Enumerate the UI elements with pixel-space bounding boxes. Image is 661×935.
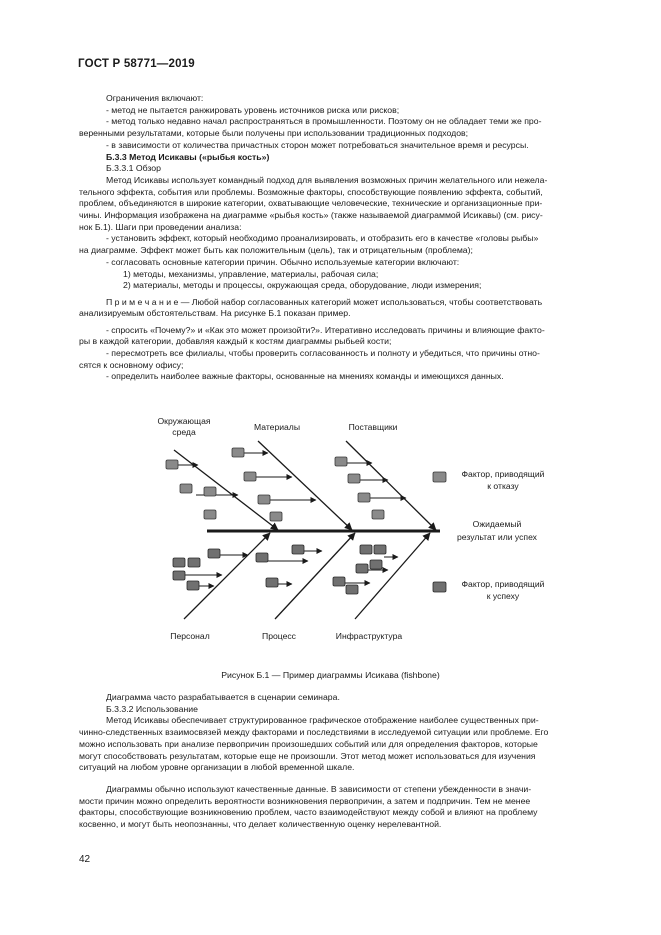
category-label-process: Процесс	[262, 631, 296, 641]
factor-box	[256, 553, 268, 562]
category-label-environment: Окружающая	[157, 416, 211, 426]
factor-box	[372, 510, 384, 519]
text-line: Диаграмма часто разрабатывается в сценарии семинара.	[106, 692, 340, 702]
factor-box	[232, 448, 244, 457]
text-line: ситуаций на любом уровне организации в любой временной шкале.	[79, 762, 355, 773]
rib-suppliers	[346, 441, 436, 530]
factor-box	[266, 578, 278, 587]
factor-box	[358, 493, 370, 502]
text-line: факторы, способствующие возникновению проблем, часто взаимодействуют между собой и влияют на проблему	[79, 807, 538, 818]
factor-box	[370, 560, 382, 569]
factor-box	[204, 510, 216, 519]
text-line: - определить наиболее важные факторы, основанные на мнениях команды и имеющихся данных.	[106, 371, 504, 382]
subsection-heading: Б.3.3.1 Обзор	[106, 163, 161, 174]
text-line: - спросить «Почему?» и «Как это может произойти?». Итеративно исследовать причины и влияющие факто-	[106, 324, 545, 335]
factor-box	[173, 571, 185, 580]
factor-box	[292, 545, 304, 554]
text-line: могут способствовать результатам, которые еще не произошли. Этот метод может использоваться для изучения	[79, 750, 536, 761]
factor-box	[204, 487, 216, 496]
category-label-materials: Материалы	[253, 422, 301, 432]
effect-label: Ожидаемый	[472, 519, 522, 529]
text-line: чинно-следственных взаимосвязей между факторами и последствиями в исследуемой ситуации или проблеме. Его	[79, 727, 549, 738]
legend-success-label: Фактор, приводящий	[461, 579, 545, 589]
text-line: Метод Исикавы обеспечивает структурированное графическое отображение наиболее существенных при-	[106, 715, 539, 726]
legend-failure-label: Фактор, приводящий	[461, 469, 545, 479]
category-label-suppliers: Поставщики	[348, 422, 398, 432]
success-factor-boxes	[173, 545, 446, 594]
text-line: - метод не пытается ранжировать уровень источников риска или рисков;	[106, 104, 400, 115]
page-number: 42	[79, 854, 91, 865]
text-line: нок Б.1). Шаги при проведении анализа:	[79, 221, 242, 232]
factor-box	[270, 512, 282, 521]
text-line: проблем, объединяются в широкие категории, охватывающие человеческие, технические и организационные при-	[79, 198, 543, 209]
text-line: Метод Исикавы использует командный подход для выявления возможных причин желательного или нежела-	[106, 174, 548, 185]
list-item: 1) методы, механизмы, управление, материалы, рабочая сила;	[123, 268, 379, 279]
text-line: тельного эффекта, события или проблемы. Возможные факторы, способствующие появлению эффекта, событий,	[79, 186, 543, 197]
subsection-heading: Б.3.3.2 Использование	[106, 703, 198, 714]
factor-box	[348, 474, 360, 483]
text-line: - пересмотреть все филиалы, чтобы проверить согласованность и полноту и убедиться, что причины отно-	[106, 347, 540, 358]
factor-box	[208, 549, 220, 558]
document-header: ГОСТ Р 58771—2019	[78, 58, 195, 70]
text-line: - установить эффект, который необходимо проанализировать, и отобразить его в качестве «головы рыбы»	[106, 233, 539, 244]
factor-box	[360, 545, 372, 554]
text-line: на диаграмме. Эффект может быть как положительным (цель), так и отрицательным (проблема);	[79, 245, 473, 256]
rib-process	[275, 533, 355, 619]
legend-success-label-2: к успеху	[486, 591, 520, 601]
factor-box	[166, 460, 178, 469]
text-line: веренными результатами, которые были получены при использовании традиционных подходов;	[79, 128, 469, 139]
note-line: анализируемым обстоятельствам. На рисунке Б.1 показан пример.	[79, 308, 351, 319]
rib-personnel	[184, 533, 270, 619]
figure-caption: Рисунок Б.1 — Пример диаграммы Исикава (fishbone)	[221, 670, 440, 680]
factor-box	[335, 457, 347, 466]
factor-box	[356, 564, 368, 573]
factor-box	[180, 484, 192, 493]
factor-box	[346, 585, 358, 594]
legend-failure-box	[433, 472, 446, 482]
text-line: Диаграммы обычно используют качественные данные. В зависимости от степени убежденности в значи-	[106, 784, 532, 794]
factor-box	[374, 545, 386, 554]
legend-failure-label-2: к отказу	[487, 481, 519, 491]
text-line: - метод только недавно начал распространяться в промышленности. Поэтому он не обладает теми же про-	[106, 116, 542, 127]
section-heading: Б.3.3 Метод Исикавы («рыбья кость»)	[106, 151, 270, 162]
failure-factor-boxes	[166, 448, 446, 521]
text-line: можно использовать при анализе первопричин произошедших событий или для определения факторов, которые	[79, 738, 538, 749]
factor-box	[187, 581, 199, 590]
text-line: чины. Информация изображена на диаграмме «рыбья кость» (также называемой диаграммой Исикавы) (см. рису-	[79, 210, 543, 220]
text-line: Ограничения включают:	[106, 93, 204, 103]
text-line: ры в каждой категории, добавляя каждый к костям диаграммы рыбьей кости;	[79, 336, 392, 347]
text-line: сятся к основному офису;	[79, 359, 184, 370]
factor-box	[244, 472, 256, 481]
factor-box	[333, 577, 345, 586]
text-line: косвенно, и могут быть неопознанны, что делает количественную оценку нерелевантной.	[79, 819, 442, 830]
effect-label-2: результат или успех	[457, 532, 537, 542]
list-item: 2) материалы, методы и процессы, окружающая среда, оборудование, люди измерения;	[123, 280, 482, 291]
text-line: - согласовать основные категории причин. Обычно используемые категории включают:	[106, 256, 460, 267]
factor-box	[188, 558, 200, 567]
category-label-infrastructure: Инфраструктура	[335, 631, 403, 641]
text-line: мости причин можно определить вероятности возникновения первопричин, а затем и подпричин. Тем не менее	[79, 795, 531, 806]
text-line: - в зависимости от количества причастных сторон может потребоваться значительное время и ресурсы.	[106, 139, 529, 150]
category-label-environment-2: среда	[172, 427, 196, 437]
category-label-personnel: Персонал	[170, 631, 210, 641]
note-line: П р и м е ч а н и е — Любой набор согласованных категорий может использоваться, чтобы соответствовать	[106, 296, 543, 307]
factor-box	[258, 495, 270, 504]
factor-box	[173, 558, 185, 567]
legend-success-box	[433, 582, 446, 592]
